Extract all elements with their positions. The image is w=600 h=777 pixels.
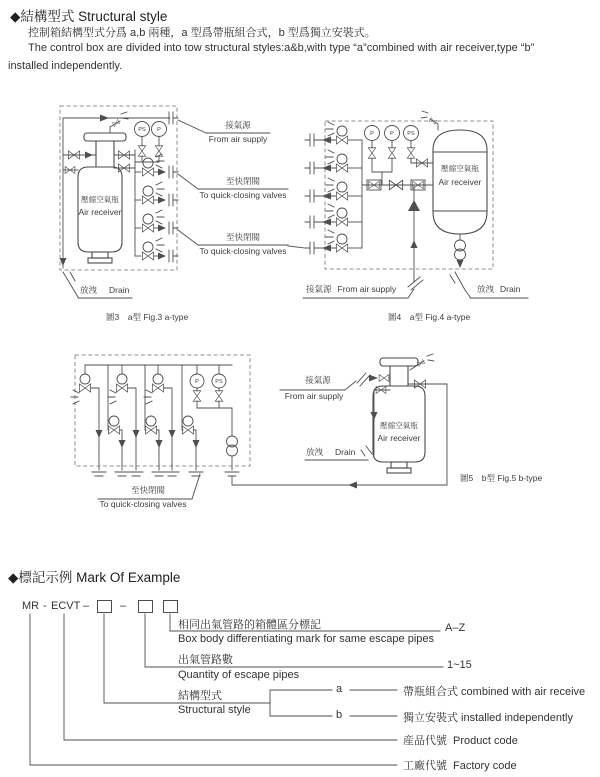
code-box-mark (163, 600, 178, 613)
row3-label-en: Structural style (178, 704, 251, 716)
code-dash1: - (43, 600, 47, 612)
row5-label (403, 757, 517, 773)
fig5-gauge-label-p: P (195, 379, 199, 385)
code-box-structural-style (97, 600, 112, 613)
fig5-shutoff-valve-icon (227, 436, 238, 456)
row3-option-a-key: a (336, 683, 343, 695)
fig3-drain-en: Drain (109, 285, 130, 295)
row3-label-zh: 結構型式 (178, 690, 222, 702)
row3-option-b-label: 獨立安裝式 installed independently (403, 712, 573, 724)
fig3-drain-label (80, 286, 129, 296)
code-box-quantity (138, 600, 153, 613)
fig4-drain-valve-icon (455, 240, 466, 260)
fig5-qcv-label-en: To quick-closing valves (99, 499, 187, 509)
fig4-gauge-label-ps: PS (407, 131, 415, 137)
fig5-drain-label (306, 448, 355, 458)
fig5-qcv-label-zh: 至快閉閥 (130, 485, 165, 495)
fig3-tank-label-en: Air receiver (78, 207, 122, 217)
fig4-check-valve-icon (408, 200, 420, 211)
section1-title: ◆結構型式 Structural style (10, 9, 168, 24)
fig3-outlet-branch-row4 (135, 238, 178, 262)
fig3-caption: 圖3 a型 Fig.3 a-type (106, 312, 189, 322)
row2-value: 1~15 (447, 659, 472, 671)
row5-label-zh: 工廠代號 (403, 760, 447, 772)
fig4-drain-label (477, 285, 520, 295)
row2-label-zh: 出氣管路數 (178, 654, 233, 666)
fig5-valve-bottom-row (108, 365, 203, 476)
fig3-relief-valve-icon (110, 112, 128, 133)
fig4-drain-zh: 放洩 (477, 284, 495, 294)
row3-option-b-key: b (336, 709, 343, 721)
fig3-outlet-branch-row1 (135, 154, 178, 178)
fig3-qcv1-label-en: To quick-closing valves (199, 190, 287, 200)
row3-option-a-label: 帶瓶組合式 combined with air receive (403, 686, 586, 698)
fig5-valve-top-row (71, 365, 179, 476)
fig5-relief-valve-icon (410, 354, 434, 370)
fig5-caption: 圖5 b型 Fig.5 b-type (460, 473, 543, 483)
code-dash3: – (120, 600, 127, 612)
fig3-drain-zh: 放洩 (80, 285, 98, 295)
fig4-supply-zh: 接氣源 (306, 284, 332, 294)
fig5-supply-label-en: From air supply (284, 391, 344, 401)
section2-title: ◆標記示例 Mark Of Example (8, 570, 181, 585)
row2-label-en: Quantity of escape pipes (178, 669, 300, 681)
fig3-supply-label-en: From air supply (208, 134, 268, 144)
row1-label-en: Box body differentiating mark for same escape pipes (178, 633, 434, 645)
fig3-qcv1-label-zh: 至快閉閥 (225, 176, 260, 186)
fig3-tank-label-zh: 壓縮空氣瓶 (81, 195, 119, 204)
section1-paragraph-zh: 控制箱結構型式分爲 a,b 兩種，a 型爲帶瓶組合式，b 型爲獨立安裝式。 (28, 27, 376, 39)
fig5-tank-label-en: Air receiver (377, 433, 421, 443)
fig4-piping (303, 111, 528, 298)
fig4-caption: 圖4 a型 Fig.4 a-type (388, 312, 471, 322)
row4-label (403, 732, 518, 748)
row1-label-zh: 相同出氣管路的箱體區分標記 (178, 619, 321, 631)
fig4-supply-en: From air supply (337, 284, 397, 294)
fig4-relief-valve-icon (421, 111, 438, 130)
code-dash2: – (83, 600, 90, 612)
fig4-control-box-outline (325, 121, 493, 269)
fig5-supply-label-zh: 接氣源 (305, 375, 331, 385)
fig3-outlet-branch-row2 (135, 182, 178, 206)
code-product: ECVT (51, 600, 81, 612)
code-prefix: MR (22, 600, 40, 612)
fig5-gauge-label-ps: PS (215, 379, 223, 385)
fig5-air-receiver-tank-icon (373, 358, 425, 473)
fig5-tank-label-zh: 壓縮空氣瓶 (380, 421, 418, 430)
row5-label-en: Factory code (453, 760, 517, 772)
fig3-qcv2-label-en: To quick-closing valves (199, 246, 287, 256)
fig4-gauge-label-p1: P (370, 131, 374, 137)
row4-label-en: Product code (453, 735, 518, 747)
fig4-supply-label (306, 285, 396, 295)
section1-paragraph-en-line1: The control box are divided into tow structural styles:a&b,with type “a”combined with air receiver,type “b” (28, 42, 535, 54)
row1-value: A–Z (445, 622, 466, 634)
fig4-drain-en: Drain (500, 284, 521, 294)
fig5-control-box-outline (75, 355, 250, 466)
fig3-outlet-branch-row3 (135, 210, 178, 234)
fig3-gauge-label-ps: PS (138, 127, 146, 133)
fig3-supply-label-zh: 接氣源 (225, 120, 251, 130)
fig3-gauge-label-p: P (157, 127, 161, 133)
fig4-tank-label-en: Air receiver (438, 177, 482, 187)
section1-paragraph-en-line2: installed independently. (8, 60, 123, 72)
fig5-drain-en: Drain (335, 447, 356, 457)
fig5-drain-zh: 放洩 (306, 447, 324, 457)
row4-label-zh: 産品代號 (403, 735, 447, 747)
fig4-gauge-label-p2: P (390, 131, 394, 137)
fig3-qcv2-label-zh: 至快閉閥 (225, 232, 260, 242)
fig4-outlet-branches (305, 122, 362, 254)
fig4-tank-label-zh: 壓縮空氣瓶 (441, 164, 479, 173)
